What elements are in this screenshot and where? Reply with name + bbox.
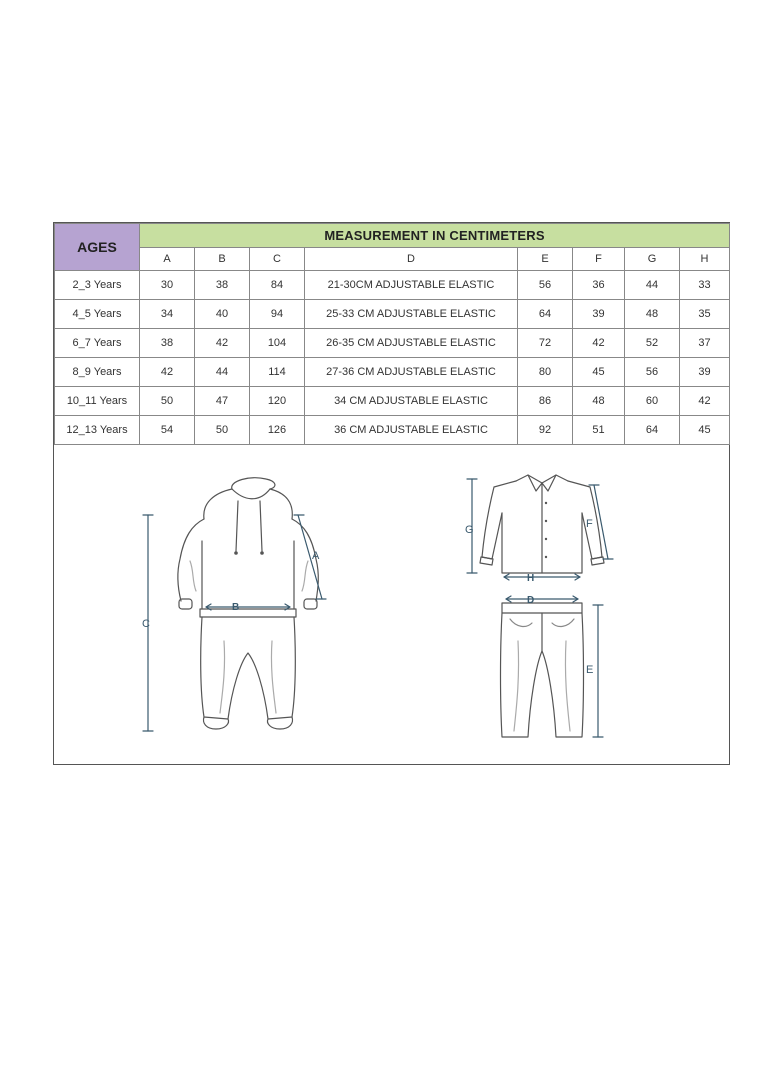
measurement-cell-d: 21-30CM ADJUSTABLE ELASTIC: [305, 271, 518, 300]
age-cell: 4_5 Years: [55, 300, 140, 329]
measurement-cell-a: 38: [140, 329, 195, 358]
measurement-cell-f: 48: [573, 387, 625, 416]
dimension-h-label: H: [527, 573, 535, 584]
measurement-cell-g: 56: [625, 358, 680, 387]
measurement-cell-g: 60: [625, 387, 680, 416]
column-header-b: B: [195, 248, 250, 271]
column-header-c: C: [250, 248, 305, 271]
hoodie-illustration: [178, 478, 319, 617]
measurement-cell-a: 30: [140, 271, 195, 300]
dimension-g-label: G: [465, 524, 474, 536]
measurement-cell-b: 47: [195, 387, 250, 416]
column-header-a: A: [140, 248, 195, 271]
table-row: [55, 300, 730, 329]
measurement-cell-d: 27-36 CM ADJUSTABLE ELASTIC: [305, 358, 518, 387]
measurement-cell-g: 52: [625, 329, 680, 358]
measurement-cell-d: 34 CM ADJUSTABLE ELASTIC: [305, 387, 518, 416]
measurement-cell-g: 44: [625, 271, 680, 300]
dimension-d-line: [506, 596, 578, 602]
measurement-cell-e: 92: [518, 416, 573, 445]
dimension-e-line: [593, 605, 603, 737]
measurement-cell-a: 50: [140, 387, 195, 416]
measurement-cell-f: 42: [573, 329, 625, 358]
dimension-e-label: E: [586, 664, 594, 676]
measurement-cell-b: 38: [195, 271, 250, 300]
table-row: [55, 329, 730, 358]
measurement-cell-h: 35: [680, 300, 730, 329]
garment-measurement-diagram: [54, 441, 729, 764]
column-header-d: D: [305, 248, 518, 271]
age-cell: 6_7 Years: [55, 329, 140, 358]
measurement-cell-c: 120: [250, 387, 305, 416]
measurement-cell-b: 42: [195, 329, 250, 358]
column-header-f: F: [573, 248, 625, 271]
age-cell: 10_11 Years: [55, 387, 140, 416]
measurement-cell-g: 48: [625, 300, 680, 329]
size-chart-sheet: [53, 222, 730, 765]
measurement-cell-g: 64: [625, 416, 680, 445]
measurement-cell-e: 56: [518, 271, 573, 300]
measurement-cell-e: 86: [518, 387, 573, 416]
measurement-cell-c: 94: [250, 300, 305, 329]
size-chart-table: [54, 223, 730, 445]
measurement-cell-h: 42: [680, 387, 730, 416]
column-header-h: H: [680, 248, 730, 271]
measurement-cell-a: 42: [140, 358, 195, 387]
age-cell: 8_9 Years: [55, 358, 140, 387]
table-row: [55, 271, 730, 300]
measurement-cell-b: 40: [195, 300, 250, 329]
column-header-e: E: [518, 248, 573, 271]
measurement-cell-d: 26-35 CM ADJUSTABLE ELASTIC: [305, 329, 518, 358]
measurement-cell-f: 39: [573, 300, 625, 329]
measurement-cell-h: 33: [680, 271, 730, 300]
measurement-cell-d: 25-33 CM ADJUSTABLE ELASTIC: [305, 300, 518, 329]
measurement-cell-c: 84: [250, 271, 305, 300]
measurement-cell-c: 104: [250, 329, 305, 358]
measurement-cell-h: 37: [680, 329, 730, 358]
measurement-cell-h: 39: [680, 358, 730, 387]
dimension-d-label: D: [527, 595, 535, 606]
age-cell: 12_13 Years: [55, 416, 140, 445]
measurement-cell-e: 80: [518, 358, 573, 387]
dimension-h-line: [504, 574, 580, 580]
column-header-g: G: [625, 248, 680, 271]
age-cell: 2_3 Years: [55, 271, 140, 300]
measurement-cell-h: 45: [680, 416, 730, 445]
measurement-cell-c: 126: [250, 416, 305, 445]
dimension-a-label: A: [312, 550, 320, 562]
pants-illustration: [501, 603, 584, 737]
measurement-cell-e: 72: [518, 329, 573, 358]
table-row: [55, 387, 730, 416]
measurement-cell-f: 36: [573, 271, 625, 300]
joggers-illustration: [201, 617, 296, 729]
measurement-cell-d: 36 CM ADJUSTABLE ELASTIC: [305, 416, 518, 445]
measurement-cell-a: 54: [140, 416, 195, 445]
measurement-cell-f: 51: [573, 416, 625, 445]
dimension-b-label: B: [232, 602, 240, 613]
measurement-cell-b: 50: [195, 416, 250, 445]
table-row: [55, 358, 730, 387]
dimension-c-label: C: [142, 618, 150, 630]
ages-header: AGES: [55, 224, 140, 271]
measurement-cell-a: 34: [140, 300, 195, 329]
dimension-f-label: F: [586, 518, 593, 530]
measurement-cell-b: 44: [195, 358, 250, 387]
measurement-title: MEASUREMENT IN CENTIMETERS: [140, 224, 730, 248]
dimension-a-line: [294, 515, 326, 599]
measurement-cell-f: 45: [573, 358, 625, 387]
measurement-cell-c: 114: [250, 358, 305, 387]
measurement-cell-e: 64: [518, 300, 573, 329]
